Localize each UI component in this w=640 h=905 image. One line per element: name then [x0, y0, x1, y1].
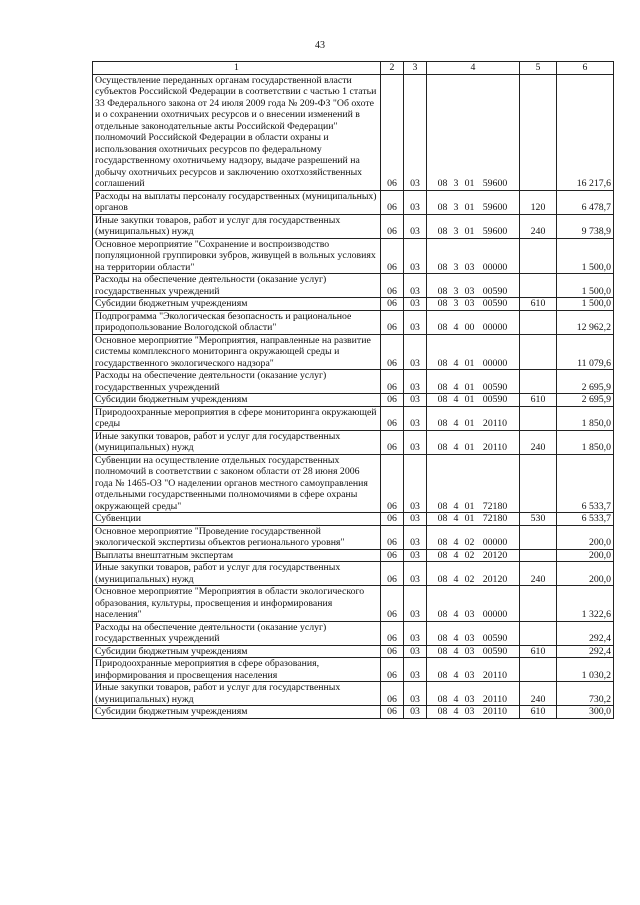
- target-code-part: 08: [437, 549, 448, 561]
- row-expense-type: 240: [520, 562, 557, 586]
- row-amount: 1 500,0: [557, 238, 614, 274]
- target-code-part: 20120: [482, 549, 508, 561]
- row-target-code: [427, 525, 520, 549]
- table-row: [93, 621, 614, 645]
- target-code-part: 4: [453, 537, 459, 548]
- target-code-part: 08: [437, 418, 448, 429]
- row-subsection: 03: [404, 370, 427, 394]
- target-code-part: 00590: [482, 381, 508, 393]
- row-expense-type: [520, 549, 557, 562]
- target-code-part: 01: [464, 178, 475, 189]
- target-code-part: 4: [453, 693, 459, 705]
- target-code-part: 3: [453, 261, 459, 273]
- table-row: [93, 513, 614, 526]
- row-target-code: [427, 74, 520, 190]
- target-code-part: 03: [464, 669, 475, 681]
- row-target-code: [427, 190, 520, 214]
- row-section: 06: [381, 586, 404, 622]
- row-expense-type: 240: [520, 214, 557, 238]
- target-code-part: 02: [464, 537, 475, 548]
- row-section: 06: [381, 274, 404, 298]
- row-amount: 200,0: [557, 549, 614, 562]
- table-row: [93, 549, 614, 562]
- row-name: Субсидии бюджетным учреждениям: [93, 298, 381, 311]
- row-section: 06: [381, 394, 404, 407]
- row-section: 06: [381, 621, 404, 645]
- row-target-code: [427, 334, 520, 370]
- target-code-part: 01: [464, 357, 475, 369]
- target-code-part: 08: [437, 322, 448, 333]
- row-section: 06: [381, 513, 404, 526]
- row-name: Основное мероприятие "Мероприятия, направленные на развитие системы комплексного мониторинга окружающей среды и государственного экологического надзора": [93, 334, 381, 370]
- target-code-part: 4: [453, 357, 459, 369]
- target-code-part: 72180: [482, 513, 508, 524]
- target-code-part: 00000: [482, 537, 508, 548]
- row-subsection: 03: [404, 430, 427, 454]
- target-code-part: 03: [464, 633, 475, 644]
- target-code-part: 20110: [482, 706, 508, 717]
- target-code-part: 20120: [482, 573, 508, 585]
- row-target-code: [427, 454, 520, 513]
- table-row: [93, 658, 614, 682]
- table-row: [93, 310, 614, 334]
- row-subsection: 03: [404, 238, 427, 274]
- page-number: 43: [315, 40, 325, 51]
- row-target-code: [427, 706, 520, 719]
- header-col-3: 3: [404, 62, 427, 75]
- target-code-part: 3: [453, 178, 459, 189]
- table-row: [93, 645, 614, 658]
- target-code-part: 4: [453, 573, 459, 585]
- row-expense-type: 610: [520, 706, 557, 719]
- target-code-part: 20110: [482, 418, 508, 429]
- row-amount: 1 500,0: [557, 274, 614, 298]
- target-code-part: 08: [437, 261, 448, 273]
- target-code-part: 4: [453, 442, 459, 453]
- target-code-part: 4: [453, 633, 459, 644]
- target-code-part: 08: [437, 202, 448, 213]
- row-section: 06: [381, 190, 404, 214]
- row-amount: 9 738,9: [557, 214, 614, 238]
- row-expense-type: [520, 74, 557, 190]
- row-target-code: [427, 298, 520, 311]
- row-name: Подпрограмма "Экологическая безопасность и рациональное природопользование Вологодской области": [93, 310, 381, 334]
- row-name: Иные закупки товаров, работ и услуг для государственных (муниципальных) нужд: [93, 430, 381, 454]
- row-subsection: 03: [404, 621, 427, 645]
- target-code-part: 01: [464, 202, 475, 213]
- row-expense-type: [520, 274, 557, 298]
- target-code-part: 03: [464, 693, 475, 705]
- row-expense-type: [520, 586, 557, 622]
- row-expense-type: 530: [520, 513, 557, 526]
- row-amount: 2 695,9: [557, 370, 614, 394]
- target-code-part: 20110: [482, 693, 508, 705]
- row-name: Основное мероприятие "Мероприятия в области экологического образования, культуры, просвещения и информирования населения": [93, 586, 381, 622]
- row-target-code: [427, 682, 520, 706]
- row-name: Природоохранные мероприятия в сфере образования, информирования и просвещения населения: [93, 658, 381, 682]
- row-target-code: [427, 621, 520, 645]
- target-code-part: 3: [453, 298, 459, 309]
- row-name: Расходы на выплаты персоналу государственных (муниципальных) органов: [93, 190, 381, 214]
- row-amount: 16 217,6: [557, 74, 614, 190]
- table-row: [93, 370, 614, 394]
- row-amount: 300,0: [557, 706, 614, 719]
- row-expense-type: [520, 525, 557, 549]
- target-code-part: 59600: [482, 226, 508, 237]
- row-name: Расходы на обеспечение деятельности (оказание услуг) государственных учреждений: [93, 274, 381, 298]
- target-code-part: 00590: [482, 298, 508, 309]
- target-code-part: 01: [464, 442, 475, 453]
- table-row: [93, 334, 614, 370]
- row-subsection: 03: [404, 586, 427, 622]
- target-code-part: 01: [464, 226, 475, 237]
- table-row: [93, 214, 614, 238]
- target-code-part: 00000: [482, 357, 508, 369]
- row-name: Расходы на обеспечение деятельности (оказание услуг) государственных учреждений: [93, 370, 381, 394]
- row-expense-type: 610: [520, 298, 557, 311]
- row-expense-type: 610: [520, 394, 557, 407]
- row-target-code: [427, 549, 520, 562]
- row-section: 06: [381, 298, 404, 311]
- target-code-part: 08: [437, 442, 448, 453]
- target-code-part: 03: [464, 609, 475, 620]
- target-code-part: 20110: [482, 442, 508, 453]
- target-code-part: 08: [437, 609, 448, 620]
- table-row: [93, 454, 614, 513]
- row-name: Основное мероприятие "Сохранение и воспроизводство популяционной группировки зубров, живущей в вольных условиях на территории области": [93, 238, 381, 274]
- row-name: Субсидии бюджетным учреждениям: [93, 645, 381, 658]
- row-subsection: 03: [404, 562, 427, 586]
- row-section: 06: [381, 214, 404, 238]
- row-subsection: 03: [404, 706, 427, 719]
- target-code-part: 59600: [482, 202, 508, 213]
- header-col-1: 1: [93, 62, 381, 75]
- target-code-part: 3: [453, 285, 459, 297]
- target-code-part: 4: [453, 609, 459, 620]
- target-code-part: 72180: [482, 500, 508, 512]
- target-code-part: 08: [437, 285, 448, 297]
- target-code-part: 02: [464, 573, 475, 585]
- row-amount: 6 478,7: [557, 190, 614, 214]
- row-subsection: 03: [404, 406, 427, 430]
- row-name: Субвенции на осуществление отдельных государственных полномочий в соответствии с законом области от 28 июня 2006 года № 1465-ОЗ "О наделении органов местного самоуправления отдельными государственными полномочиями в сфере охраны окружающей среды": [93, 454, 381, 513]
- target-code-part: 00590: [482, 633, 508, 644]
- target-code-part: 4: [453, 500, 459, 512]
- target-code-part: 08: [437, 537, 448, 548]
- row-target-code: [427, 645, 520, 658]
- table-body: [93, 74, 614, 718]
- row-section: 06: [381, 682, 404, 706]
- row-subsection: 03: [404, 310, 427, 334]
- row-section: 06: [381, 74, 404, 190]
- table-row: [93, 74, 614, 190]
- target-code-part: 03: [464, 261, 475, 273]
- row-name: Иные закупки товаров, работ и услуг для государственных (муниципальных) нужд: [93, 214, 381, 238]
- target-code-part: 03: [464, 706, 475, 717]
- row-target-code: [427, 214, 520, 238]
- target-code-part: 08: [437, 645, 448, 657]
- row-name: Осуществление переданных органам государственной власти субъектов Российской Федерации в соответствии с частью 1 статьи 33 Федерального закона от 24 июля 2009 года № 209-ФЗ "Об охоте и о сохранении охотничьих ресурсов и о внесении изменений в отдельные законодательные акты Российской Федерации" полномочий Российской Федерации в области охраны и использования охотничьих ресурсов по федеральному государственному охотничьему надзору, выдаче разрешений на добычу охотничьих ресурсов и заключению охотхозяйственных соглашений: [93, 74, 381, 190]
- header-row: [93, 62, 614, 75]
- target-code-part: 4: [453, 418, 459, 429]
- row-name: Субсидии бюджетным учреждениям: [93, 394, 381, 407]
- row-subsection: 03: [404, 334, 427, 370]
- row-section: 06: [381, 370, 404, 394]
- table-row: [93, 586, 614, 622]
- row-amount: 6 533,7: [557, 454, 614, 513]
- row-subsection: 03: [404, 274, 427, 298]
- row-target-code: [427, 406, 520, 430]
- target-code-part: 4: [453, 645, 459, 657]
- row-target-code: [427, 430, 520, 454]
- table-row: [93, 406, 614, 430]
- target-code-part: 3: [453, 202, 459, 213]
- row-amount: 292,4: [557, 621, 614, 645]
- row-section: 06: [381, 334, 404, 370]
- target-code-part: 3: [453, 226, 459, 237]
- row-subsection: 03: [404, 645, 427, 658]
- row-target-code: [427, 513, 520, 526]
- target-code-part: 4: [453, 394, 459, 405]
- header-col-4: 4: [427, 62, 520, 75]
- row-amount: 11 079,6: [557, 334, 614, 370]
- row-expense-type: [520, 238, 557, 274]
- table-row: [93, 562, 614, 586]
- row-amount: 1 850,0: [557, 406, 614, 430]
- row-expense-type: [520, 370, 557, 394]
- table-row: [93, 274, 614, 298]
- row-name: Иные закупки товаров, работ и услуг для государственных (муниципальных) нужд: [93, 562, 381, 586]
- table-row: [93, 682, 614, 706]
- target-code-part: 03: [464, 298, 475, 309]
- table-row: [93, 298, 614, 311]
- row-section: 06: [381, 706, 404, 719]
- row-amount: 730,2: [557, 682, 614, 706]
- target-code-part: 4: [453, 706, 459, 717]
- row-subsection: 03: [404, 74, 427, 190]
- row-subsection: 03: [404, 658, 427, 682]
- row-subsection: 03: [404, 394, 427, 407]
- header-col-6: 6: [557, 62, 614, 75]
- target-code-part: 01: [464, 418, 475, 429]
- target-code-part: 00000: [482, 609, 508, 620]
- row-expense-type: 610: [520, 645, 557, 658]
- target-code-part: 00590: [482, 285, 508, 297]
- row-section: 06: [381, 658, 404, 682]
- row-expense-type: 240: [520, 682, 557, 706]
- row-amount: 2 695,9: [557, 394, 614, 407]
- target-code-part: 59600: [482, 178, 508, 189]
- table-row: [93, 525, 614, 549]
- row-section: 06: [381, 310, 404, 334]
- target-code-part: 01: [464, 381, 475, 393]
- row-name: Основное мероприятие "Проведение государственной экологической экспертизы объектов регионального уровня": [93, 525, 381, 549]
- row-subsection: 03: [404, 525, 427, 549]
- target-code-part: 08: [437, 573, 448, 585]
- row-subsection: 03: [404, 549, 427, 562]
- budget-table: [92, 61, 614, 719]
- target-code-part: 4: [453, 513, 459, 524]
- target-code-part: 01: [464, 500, 475, 512]
- row-target-code: [427, 586, 520, 622]
- row-name: Расходы на обеспечение деятельности (оказание услуг) государственных учреждений: [93, 621, 381, 645]
- target-code-part: 03: [464, 645, 475, 657]
- row-amount: 1 850,0: [557, 430, 614, 454]
- row-subsection: 03: [404, 454, 427, 513]
- row-expense-type: [520, 334, 557, 370]
- table-row: [93, 190, 614, 214]
- row-amount: 6 533,7: [557, 513, 614, 526]
- target-code-part: 08: [437, 381, 448, 393]
- target-code-part: 00: [464, 322, 475, 333]
- target-code-part: 08: [437, 706, 448, 717]
- row-expense-type: [520, 454, 557, 513]
- target-code-part: 08: [437, 500, 448, 512]
- row-amount: 12 962,2: [557, 310, 614, 334]
- row-target-code: [427, 310, 520, 334]
- row-amount: 292,4: [557, 645, 614, 658]
- row-expense-type: [520, 621, 557, 645]
- target-code-part: 4: [453, 669, 459, 681]
- row-name: Субвенции: [93, 513, 381, 526]
- row-section: 06: [381, 525, 404, 549]
- row-amount: 1 500,0: [557, 298, 614, 311]
- row-target-code: [427, 562, 520, 586]
- row-amount: 1 030,2: [557, 658, 614, 682]
- target-code-part: 08: [437, 357, 448, 369]
- row-target-code: [427, 238, 520, 274]
- target-code-part: 08: [437, 513, 448, 524]
- row-target-code: [427, 370, 520, 394]
- table-row: [93, 706, 614, 719]
- row-target-code: [427, 394, 520, 407]
- table-row: [93, 430, 614, 454]
- target-code-part: 00590: [482, 394, 508, 405]
- row-name: Выплаты внештатным экспертам: [93, 549, 381, 562]
- target-code-part: 08: [437, 226, 448, 237]
- row-section: 06: [381, 430, 404, 454]
- row-amount: 200,0: [557, 525, 614, 549]
- row-name: Природоохранные мероприятия в сфере мониторинга окружающей среды: [93, 406, 381, 430]
- row-subsection: 03: [404, 513, 427, 526]
- row-subsection: 03: [404, 298, 427, 311]
- row-subsection: 03: [404, 682, 427, 706]
- target-code-part: 01: [464, 394, 475, 405]
- table-row: [93, 238, 614, 274]
- target-code-part: 4: [453, 381, 459, 393]
- row-expense-type: [520, 310, 557, 334]
- target-code-part: 00000: [482, 322, 508, 333]
- header-col-5: 5: [520, 62, 557, 75]
- target-code-part: 02: [464, 549, 475, 561]
- row-section: 06: [381, 238, 404, 274]
- target-code-part: 08: [437, 669, 448, 681]
- target-code-part: 08: [437, 693, 448, 705]
- target-code-part: 08: [437, 394, 448, 405]
- target-code-part: 01: [464, 513, 475, 524]
- table-row: [93, 394, 614, 407]
- row-section: 06: [381, 562, 404, 586]
- row-expense-type: [520, 658, 557, 682]
- row-subsection: 03: [404, 190, 427, 214]
- row-amount: 200,0: [557, 562, 614, 586]
- header-col-2: 2: [381, 62, 404, 75]
- target-code-part: 00590: [482, 645, 508, 657]
- row-target-code: [427, 274, 520, 298]
- row-subsection: 03: [404, 214, 427, 238]
- target-code-part: 00000: [482, 261, 508, 273]
- target-code-part: 20110: [482, 669, 508, 681]
- row-expense-type: 240: [520, 430, 557, 454]
- row-amount: 1 322,6: [557, 586, 614, 622]
- target-code-part: 4: [453, 549, 459, 561]
- row-section: 06: [381, 549, 404, 562]
- row-name: Иные закупки товаров, работ и услуг для государственных (муниципальных) нужд: [93, 682, 381, 706]
- target-code-part: 4: [453, 322, 459, 333]
- target-code-part: 08: [437, 298, 448, 309]
- row-name: Субсидии бюджетным учреждениям: [93, 706, 381, 719]
- row-expense-type: [520, 406, 557, 430]
- target-code-part: 08: [437, 633, 448, 644]
- row-section: 06: [381, 454, 404, 513]
- row-section: 06: [381, 406, 404, 430]
- target-code-part: 03: [464, 285, 475, 297]
- row-expense-type: 120: [520, 190, 557, 214]
- target-code-part: 08: [437, 178, 448, 189]
- row-section: 06: [381, 645, 404, 658]
- row-target-code: [427, 658, 520, 682]
